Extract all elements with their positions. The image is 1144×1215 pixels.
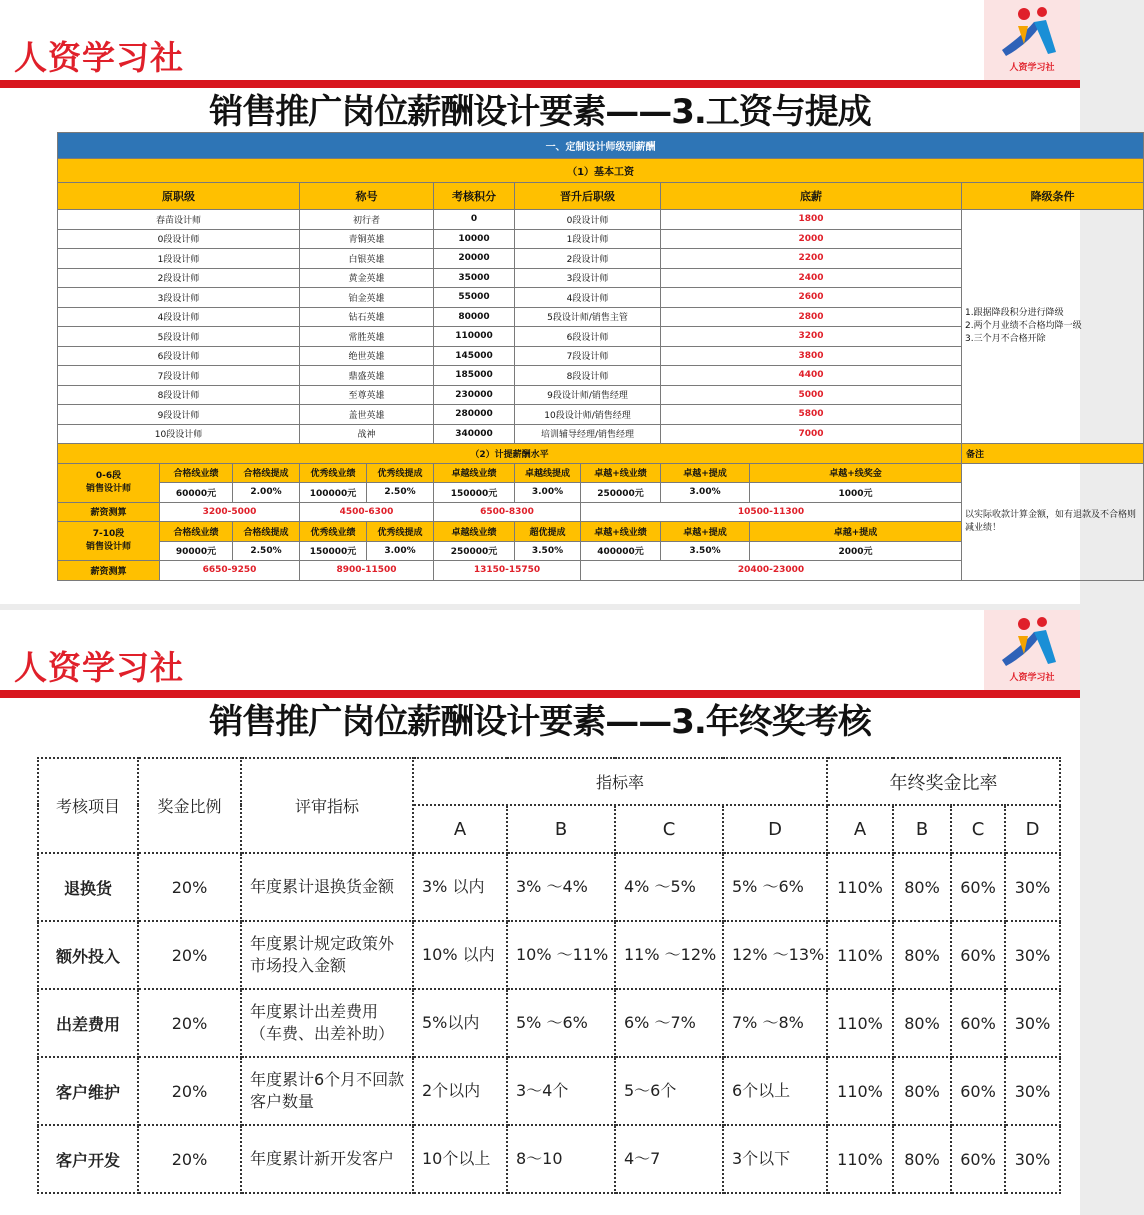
- cell-rate: 6个以上: [723, 1057, 827, 1125]
- criteria-line: （车费、出差补助）: [250, 1024, 395, 1043]
- cell-orig-level: 5段设计师: [58, 327, 300, 347]
- bonus-row: [38, 921, 1060, 989]
- cell-bonus: 110%: [827, 1125, 893, 1193]
- g1-header: 卓越+线业绩: [581, 463, 661, 483]
- g1-value: 2.50%: [367, 483, 434, 503]
- cell-base-salary: 2000: [661, 229, 962, 249]
- brand-logo-text: 人资学习社: [14, 38, 184, 77]
- cell-score: 0: [434, 210, 515, 230]
- cell-criteria: [241, 1057, 413, 1125]
- g2-header: 优秀线业绩: [300, 522, 367, 542]
- cell-item: 客户开发: [38, 1125, 138, 1193]
- cell-score: 20000: [434, 249, 515, 269]
- sub2-title: （2）计提薪酬水平: [58, 444, 962, 464]
- th-item: 考核项目: [38, 758, 138, 853]
- g1-value: 60000元: [160, 483, 233, 503]
- cell-rate: 10% ～11%: [507, 921, 615, 989]
- cell-new-level: 3段设计师: [515, 268, 661, 288]
- cell-rate: 5% ～6%: [507, 989, 615, 1057]
- cell-new-level: 8段设计师: [515, 366, 661, 386]
- group1-label-line: 销售设计师: [85, 483, 131, 494]
- cell-score: 230000: [434, 385, 515, 405]
- cell-title: 黄金英雄: [300, 268, 434, 288]
- logo-caption: 人资学习社: [1009, 63, 1055, 73]
- g2-calc: 6650-9250: [160, 561, 300, 581]
- col-new-level: 晋升后职级: [515, 183, 661, 210]
- g2-header: 优秀线提成: [367, 522, 434, 542]
- cell-new-level: 6段设计师: [515, 327, 661, 347]
- cell-orig-level: 9段设计师: [58, 405, 300, 425]
- cell-bonus: 80%: [893, 989, 951, 1057]
- g1-header: 卓越+提成: [661, 463, 750, 483]
- logo-figure-icon: [994, 614, 1070, 670]
- g2-calc-label: 薪资测算: [58, 561, 160, 581]
- g2-header: 合格线提成: [233, 522, 300, 542]
- bonus-row: [38, 1057, 1060, 1125]
- cell-new-level: 培训辅导经理/销售经理: [515, 424, 661, 444]
- demotion-line: 2.两个月业绩不合格均降一级: [965, 321, 1082, 331]
- remark-label: 备注: [962, 444, 1144, 464]
- g1-calc: 4500-6300: [300, 502, 434, 522]
- g2-value: 150000元: [300, 541, 367, 561]
- g2-value: 2.50%: [233, 541, 300, 561]
- cell-rate: 3% ～4%: [507, 853, 615, 921]
- cell-score: 340000: [434, 424, 515, 444]
- cell-new-level: 5段设计师/销售主管: [515, 307, 661, 327]
- slide-title: 销售推广岗位薪酬设计要素——3.年终奖考核: [209, 702, 871, 742]
- cell-item: 客户维护: [38, 1057, 138, 1125]
- th-rate-grade: C: [615, 805, 723, 853]
- cell-orig-level: 2段设计师: [58, 268, 300, 288]
- g1-header: 卓越线业绩: [434, 463, 515, 483]
- th-bonus-grade: D: [1005, 805, 1060, 853]
- cell-bonus: 110%: [827, 921, 893, 989]
- remark-text: 以实际收款计算金额，如有退款及不合格则减业绩！: [962, 463, 1144, 580]
- cell-rate: 3个以下: [723, 1125, 827, 1193]
- cell-orig-level: 3段设计师: [58, 288, 300, 308]
- cell-rate: 5～6个: [615, 1057, 723, 1125]
- cell-title: 初行者: [300, 210, 434, 230]
- g1-header: 卓越+线奖金: [750, 463, 962, 483]
- cell-bonus: 80%: [893, 1057, 951, 1125]
- cell-rate: 4～7: [615, 1125, 723, 1193]
- cell-orig-level: 0段设计师: [58, 229, 300, 249]
- g2-value: 250000元: [434, 541, 515, 561]
- cell-score: 145000: [434, 346, 515, 366]
- g1-value: 150000元: [434, 483, 515, 503]
- cell-bonus: 110%: [827, 1057, 893, 1125]
- cell-ratio: 20%: [138, 989, 241, 1057]
- bonus-row: [38, 1125, 1060, 1193]
- cell-base-salary: 7000: [661, 424, 962, 444]
- cell-title: 战神: [300, 424, 434, 444]
- criteria-line: 年度累计规定政策外: [250, 934, 395, 953]
- cell-item: 额外投入: [38, 921, 138, 989]
- th-bonus-grade: A: [827, 805, 893, 853]
- demotion-conditions: [962, 210, 1144, 444]
- cell-item: 退换货: [38, 853, 138, 921]
- criteria-line: 年度累计6个月不回款: [250, 1070, 405, 1089]
- g2-header: 超优提成: [515, 522, 581, 542]
- cell-criteria: [241, 1125, 413, 1193]
- group1-label-line: 0-6段: [95, 470, 122, 481]
- cell-orig-level: 6段设计师: [58, 346, 300, 366]
- cell-score: 185000: [434, 366, 515, 386]
- g1-header: 合格线业绩: [160, 463, 233, 483]
- cell-bonus: 30%: [1005, 853, 1060, 921]
- g1-header: 卓越线提成: [515, 463, 581, 483]
- criteria-line: 年度累计新开发客户: [250, 1149, 395, 1168]
- g1-calc: 3200-5000: [160, 502, 300, 522]
- salary-table-main: [57, 132, 1144, 581]
- cell-rate: 3～4个: [507, 1057, 615, 1125]
- criteria-line: 市场投入金额: [250, 956, 347, 975]
- col-score: 考核积分: [434, 183, 515, 210]
- g1-header: 合格线提成: [233, 463, 300, 483]
- section-title: 一、定制设计师级别薪酬: [58, 133, 1144, 159]
- cell-bonus: 80%: [893, 921, 951, 989]
- cell-ratio: 20%: [138, 1125, 241, 1193]
- cell-base-salary: 2800: [661, 307, 962, 327]
- th-bonus-grade: B: [893, 805, 951, 853]
- cell-title: 铂金英雄: [300, 288, 434, 308]
- cell-bonus: 60%: [951, 1125, 1005, 1193]
- g1-value: 100000元: [300, 483, 367, 503]
- g2-header: 卓越+线业绩: [581, 522, 661, 542]
- g1-header: 优秀线提成: [367, 463, 434, 483]
- bonus-table: [37, 757, 1061, 1194]
- criteria-line: 年度累计退换货金额: [250, 877, 395, 896]
- cell-title: 鼎盛英雄: [300, 366, 434, 386]
- g1-value: 3.00%: [661, 483, 750, 503]
- col-orig-level: 原职级: [58, 183, 300, 210]
- cell-bonus: 60%: [951, 989, 1005, 1057]
- cell-ratio: 20%: [138, 853, 241, 921]
- th-bonus-group: 年终奖金比率: [827, 758, 1060, 805]
- g1-value: 1000元: [750, 483, 962, 503]
- th-ratio: 奖金比例: [138, 758, 241, 853]
- g1-header: 优秀线业绩: [300, 463, 367, 483]
- g1-value: 3.00%: [515, 483, 581, 503]
- cell-new-level: 10段设计师/销售经理: [515, 405, 661, 425]
- cell-rate: 3% 以内: [413, 853, 507, 921]
- cell-score: 80000: [434, 307, 515, 327]
- cell-new-level: 0段设计师: [515, 210, 661, 230]
- group2-label-line: 7-10段: [92, 529, 125, 539]
- cell-title: 青铜英雄: [300, 229, 434, 249]
- cell-base-salary: 2400: [661, 268, 962, 288]
- sub1-title: （1）基本工资: [58, 159, 1144, 183]
- g1-calc: 10500-11300: [581, 502, 962, 522]
- group2-label: [58, 522, 160, 561]
- cell-new-level: 1段设计师: [515, 229, 661, 249]
- cell-bonus: 60%: [951, 1057, 1005, 1125]
- cell-new-level: 4段设计师: [515, 288, 661, 308]
- logo-badge: [984, 0, 1080, 80]
- cell-title: 至尊英雄: [300, 385, 434, 405]
- brand-logo-text: 人资学习社: [14, 648, 184, 687]
- cell-rate: 6% ～7%: [615, 989, 723, 1057]
- g2-value: 2000元: [750, 541, 962, 561]
- group2-label-line: 销售设计师: [85, 542, 131, 552]
- cell-base-salary: 5000: [661, 385, 962, 405]
- logo-caption: 人资学习社: [1009, 673, 1055, 683]
- g2-value: 3.50%: [515, 541, 581, 561]
- cell-rate: 12% ～13%: [723, 921, 827, 989]
- g2-header: 合格线业绩: [160, 522, 233, 542]
- cell-score: 55000: [434, 288, 515, 308]
- cell-rate: 5% ～6%: [723, 853, 827, 921]
- g1-value: 250000元: [581, 483, 661, 503]
- cell-ratio: 20%: [138, 921, 241, 989]
- cell-orig-level: 1段设计师: [58, 249, 300, 269]
- logo-badge: [984, 610, 1080, 690]
- cell-bonus: 30%: [1005, 921, 1060, 989]
- cell-new-level: 9段设计师/销售经理: [515, 385, 661, 405]
- g2-value: 3.00%: [367, 541, 434, 561]
- cell-base-salary: 2600: [661, 288, 962, 308]
- col-demotion: 降级条件: [962, 183, 1144, 210]
- cell-bonus: 80%: [893, 853, 951, 921]
- cell-title: 白银英雄: [300, 249, 434, 269]
- cell-title: 绝世英雄: [300, 346, 434, 366]
- cell-orig-level: 7段设计师: [58, 366, 300, 386]
- salary-row: [58, 210, 1144, 230]
- cell-bonus: 30%: [1005, 989, 1060, 1057]
- cell-orig-level: 4段设计师: [58, 307, 300, 327]
- th-bonus-grade: C: [951, 805, 1005, 853]
- cell-rate: 11% ～12%: [615, 921, 723, 989]
- g2-value: 3.50%: [661, 541, 750, 561]
- g2-header: 卓越线业绩: [434, 522, 515, 542]
- th-rate-grade: D: [723, 805, 827, 853]
- g2-calc: 8900-11500: [300, 561, 434, 581]
- cell-rate: 10% 以内: [413, 921, 507, 989]
- col-title: 称号: [300, 183, 434, 210]
- cell-bonus: 110%: [827, 853, 893, 921]
- cell-base-salary: 5800: [661, 405, 962, 425]
- cell-base-salary: 4400: [661, 366, 962, 386]
- cell-bonus: 60%: [951, 853, 1005, 921]
- demotion-line: 3.三个月不合格开除: [965, 334, 1046, 344]
- th-rate-grade: A: [413, 805, 507, 853]
- g1-calc-label: 薪资测算: [58, 502, 160, 522]
- cell-rate: 2个以内: [413, 1057, 507, 1125]
- cell-rate: 4% ～5%: [615, 853, 723, 921]
- cell-criteria: [241, 921, 413, 989]
- logo-figure-icon: [994, 4, 1070, 60]
- th-rate-grade: B: [507, 805, 615, 853]
- cell-ratio: 20%: [138, 1057, 241, 1125]
- cell-rate: 8～10: [507, 1125, 615, 1193]
- cell-score: 110000: [434, 327, 515, 347]
- g2-calc: 20400-23000: [581, 561, 962, 581]
- cell-orig-level: 8段设计师: [58, 385, 300, 405]
- cell-criteria: [241, 853, 413, 921]
- cell-rate: 5%以内: [413, 989, 507, 1057]
- cell-title: 钻石英雄: [300, 307, 434, 327]
- col-base-salary: 底薪: [661, 183, 962, 210]
- cell-rate: 10个以上: [413, 1125, 507, 1193]
- cell-score: 280000: [434, 405, 515, 425]
- cell-title: 盖世英雄: [300, 405, 434, 425]
- g2-calc: 13150-15750: [434, 561, 581, 581]
- cell-bonus: 80%: [893, 1125, 951, 1193]
- cell-new-level: 7段设计师: [515, 346, 661, 366]
- cell-base-salary: 3200: [661, 327, 962, 347]
- g2-value: 90000元: [160, 541, 233, 561]
- criteria-line: 客户数量: [250, 1092, 315, 1111]
- cell-bonus: 30%: [1005, 1057, 1060, 1125]
- bonus-row: [38, 853, 1060, 921]
- cell-orig-level: 10段设计师: [58, 424, 300, 444]
- criteria-line: 年度累计出差费用: [250, 1002, 379, 1021]
- demotion-line: 1.跟据降段积分进行降级: [965, 308, 1064, 318]
- slide-title: 销售推广岗位薪酬设计要素——3.工资与提成: [209, 92, 871, 132]
- g1-calc: 6500-8300: [434, 502, 581, 522]
- cell-base-salary: 2200: [661, 249, 962, 269]
- cell-bonus: 60%: [951, 921, 1005, 989]
- cell-item: 出差费用: [38, 989, 138, 1057]
- th-rate-group: 指标率: [413, 758, 827, 805]
- group1-label: [58, 463, 160, 502]
- slide-salary-commission: [0, 0, 1137, 604]
- cell-base-salary: 1800: [661, 210, 962, 230]
- cell-new-level: 2段设计师: [515, 249, 661, 269]
- g1-value: 2.00%: [233, 483, 300, 503]
- g2-header: 卓越+提成: [661, 522, 750, 542]
- g2-header: 卓越+提成: [750, 522, 962, 542]
- th-criteria: 评审指标: [241, 758, 413, 853]
- cell-bonus: 30%: [1005, 1125, 1060, 1193]
- cell-bonus: 110%: [827, 989, 893, 1057]
- cell-criteria: [241, 989, 413, 1057]
- g2-value: 400000元: [581, 541, 661, 561]
- bonus-row: [38, 989, 1060, 1057]
- cell-score: 35000: [434, 268, 515, 288]
- cell-score: 10000: [434, 229, 515, 249]
- cell-orig-level: 春苗设计师: [58, 210, 300, 230]
- cell-base-salary: 3800: [661, 346, 962, 366]
- cell-rate: 7% ～8%: [723, 989, 827, 1057]
- cell-title: 常胜英雄: [300, 327, 434, 347]
